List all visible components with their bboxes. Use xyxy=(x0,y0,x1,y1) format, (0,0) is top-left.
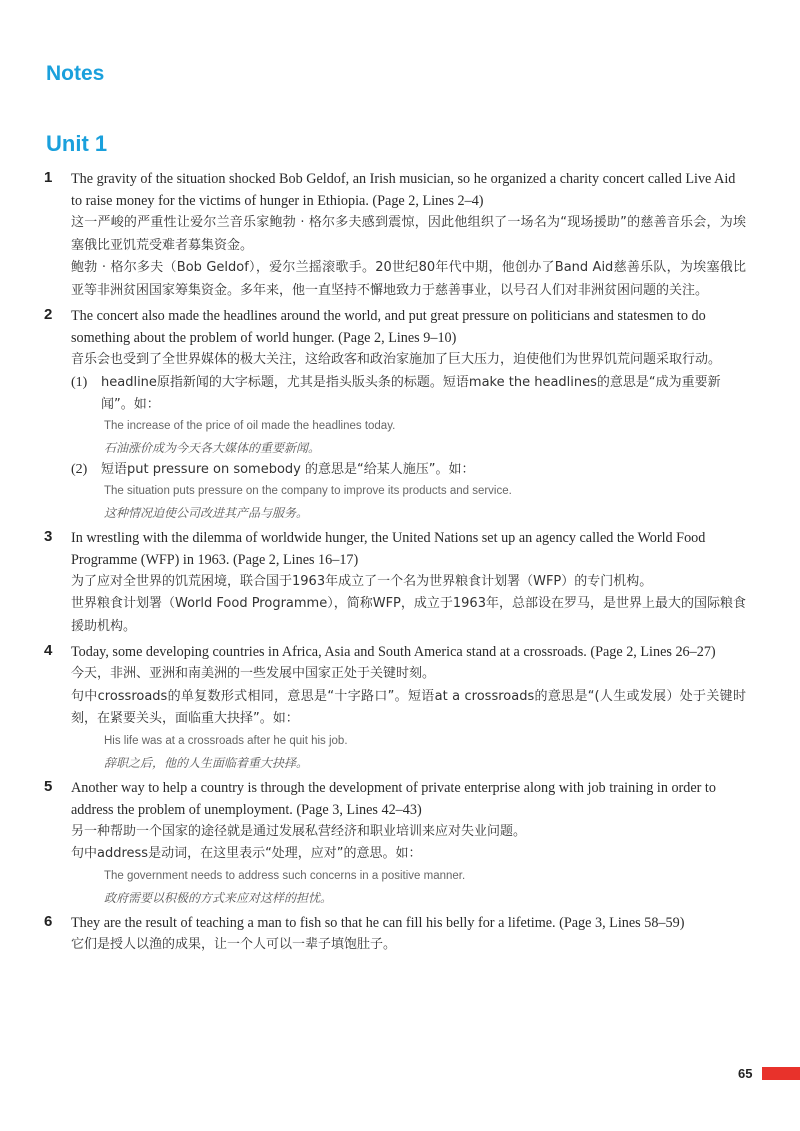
sub-note-text: 短语put pressure on somebody 的意思是“给某人施压”。如： xyxy=(101,461,475,477)
note-explanation: 鲍勃 · 格尔多夫（Bob Geldof），爱尔兰摇滚歌手。20世纪80年代中期，他创办了Band Aid慈善乐队，为埃塞俄比亚等非洲贫困国家筹集资金。多年来，他一直坚持不懈地致力于慈善事业，以号召人们对非洲贫困问题的关注。 xyxy=(71,260,746,298)
example-translation: 石油涨价成为今天各大媒体的重要新闻。 xyxy=(104,440,321,455)
note-item xyxy=(44,777,746,909)
note-translation: 它们是授人以渔的成果，让一个人可以一辈子填饱肚子。 xyxy=(71,936,397,952)
note-item xyxy=(44,305,746,524)
note-english: They are the result of teaching a man to fish so that he can fill his belly for a lifetime. (Page 3, Lines 58–59) xyxy=(71,914,685,931)
example-english: His life was at a crossroads after he quit his job. xyxy=(104,734,348,747)
sub-note-item xyxy=(71,372,746,459)
example-english: The increase of the price of oil made the headlines today. xyxy=(104,419,396,432)
page-number-bar xyxy=(762,1067,800,1080)
note-number: 4 xyxy=(44,642,53,659)
sub-note-marker: (2) xyxy=(71,461,88,477)
note-item xyxy=(44,527,746,639)
note-item xyxy=(44,641,746,774)
note-explanation: 句中crossroads的单复数形式相同，意思是“十字路口”。短语at a crossroads的意思是“(人生或发展）处于关键时刻，在紧要关头，面临重大抉择”。如： xyxy=(71,688,746,726)
note-explanation: 世界粮食计划署（World Food Programme），简称WFP，成立于1963年，总部设在罗马，是世界上最大的国际粮食援助机构。 xyxy=(71,596,746,634)
note-translation: 音乐会也受到了全世界媒体的极大关注，这给政客和政治家施加了巨大压力，迫使他们为世界饥荒问题采取行动。 xyxy=(71,352,722,367)
sub-note-item xyxy=(71,459,746,524)
example-translation: 政府需要以积极的方式来应对这样的担忧。 xyxy=(104,890,333,905)
example-block xyxy=(71,731,746,774)
note-translation: 另一种帮助一个国家的途径就是通过发展私营经济和职业培训来应对失业问题。 xyxy=(71,823,527,839)
page-number: 65 xyxy=(738,1066,753,1081)
sub-note-marker: (1) xyxy=(71,374,88,390)
example-english: The situation puts pressure on the company to improve its products and service. xyxy=(104,484,512,497)
notes-heading: Notes xyxy=(46,62,105,85)
sub-note-text: headline原指新闻的大字标题，尤其是指头版头条的标题。短语make the headlines的意思是“成为重要新闻”。如： xyxy=(101,374,721,412)
example-translation: 辞职之后，他的人生面临着重大抉择。 xyxy=(104,755,309,770)
note-explanation: 句中address是动词，在这里表示“处理，应对”的意思。如： xyxy=(71,846,422,861)
example-block xyxy=(71,866,746,909)
note-item xyxy=(44,168,746,302)
unit-title: Unit 1 xyxy=(46,131,108,156)
note-number: 6 xyxy=(44,912,53,930)
note-translation: 这一严峻的严重性让爱尔兰音乐家鲍勃 · 格尔多夫感到震惊，因此他组织了一场名为“现场援助”的慈善音乐会，为埃塞俄比亚饥荒受难者募集资金。 xyxy=(71,215,746,253)
note-translation: 今天，非洲、亚洲和南美洲的一些发展中国家正处于关键时刻。 xyxy=(71,666,436,681)
note-number: 5 xyxy=(44,777,53,795)
note-english: In wrestling with the dilemma of worldwide hunger, the United Nations set up an agency called the World Food Programme (WFP) in 1963. (Page 2, Lines 16–17) xyxy=(71,529,706,568)
example-english: The government needs to address such concerns in a positive manner. xyxy=(104,869,466,882)
sub-notes-list xyxy=(71,372,746,524)
note-number: 1 xyxy=(44,169,53,186)
note-english: Today, some developing countries in Africa, Asia and South America stand at a crossroads. (Page 2, Lines 26–27) xyxy=(71,644,716,660)
note-number: 3 xyxy=(44,527,53,545)
note-translation: 为了应对全世界的饥荒困境，联合国于1963年成立了一个名为世界粮食计划署（WFP）的专门机构。 xyxy=(71,573,653,589)
example-translation: 这种情况迫使公司改进其产品与服务。 xyxy=(104,505,309,520)
note-item xyxy=(44,912,746,957)
note-english: Another way to help a country is through the development of private enterprise along with job training in order to address the problem of unemployment. (Page 3, Lines 42–43) xyxy=(71,779,716,818)
note-english: The gravity of the situation shocked Bob Geldof, an Irish musician, so he organized a charity concert called Live Aid to raise money for the victims of hunger in Ethiopia. (Page 2, Lines 2–4) xyxy=(71,171,736,209)
note-number: 2 xyxy=(44,306,53,323)
note-english: The concert also made the headlines around the world, and put great pressure on politicians and statesmen to do something about the problem of world hunger. (Page 2, Lines 9–10) xyxy=(71,308,706,346)
notes-list xyxy=(44,168,746,959)
